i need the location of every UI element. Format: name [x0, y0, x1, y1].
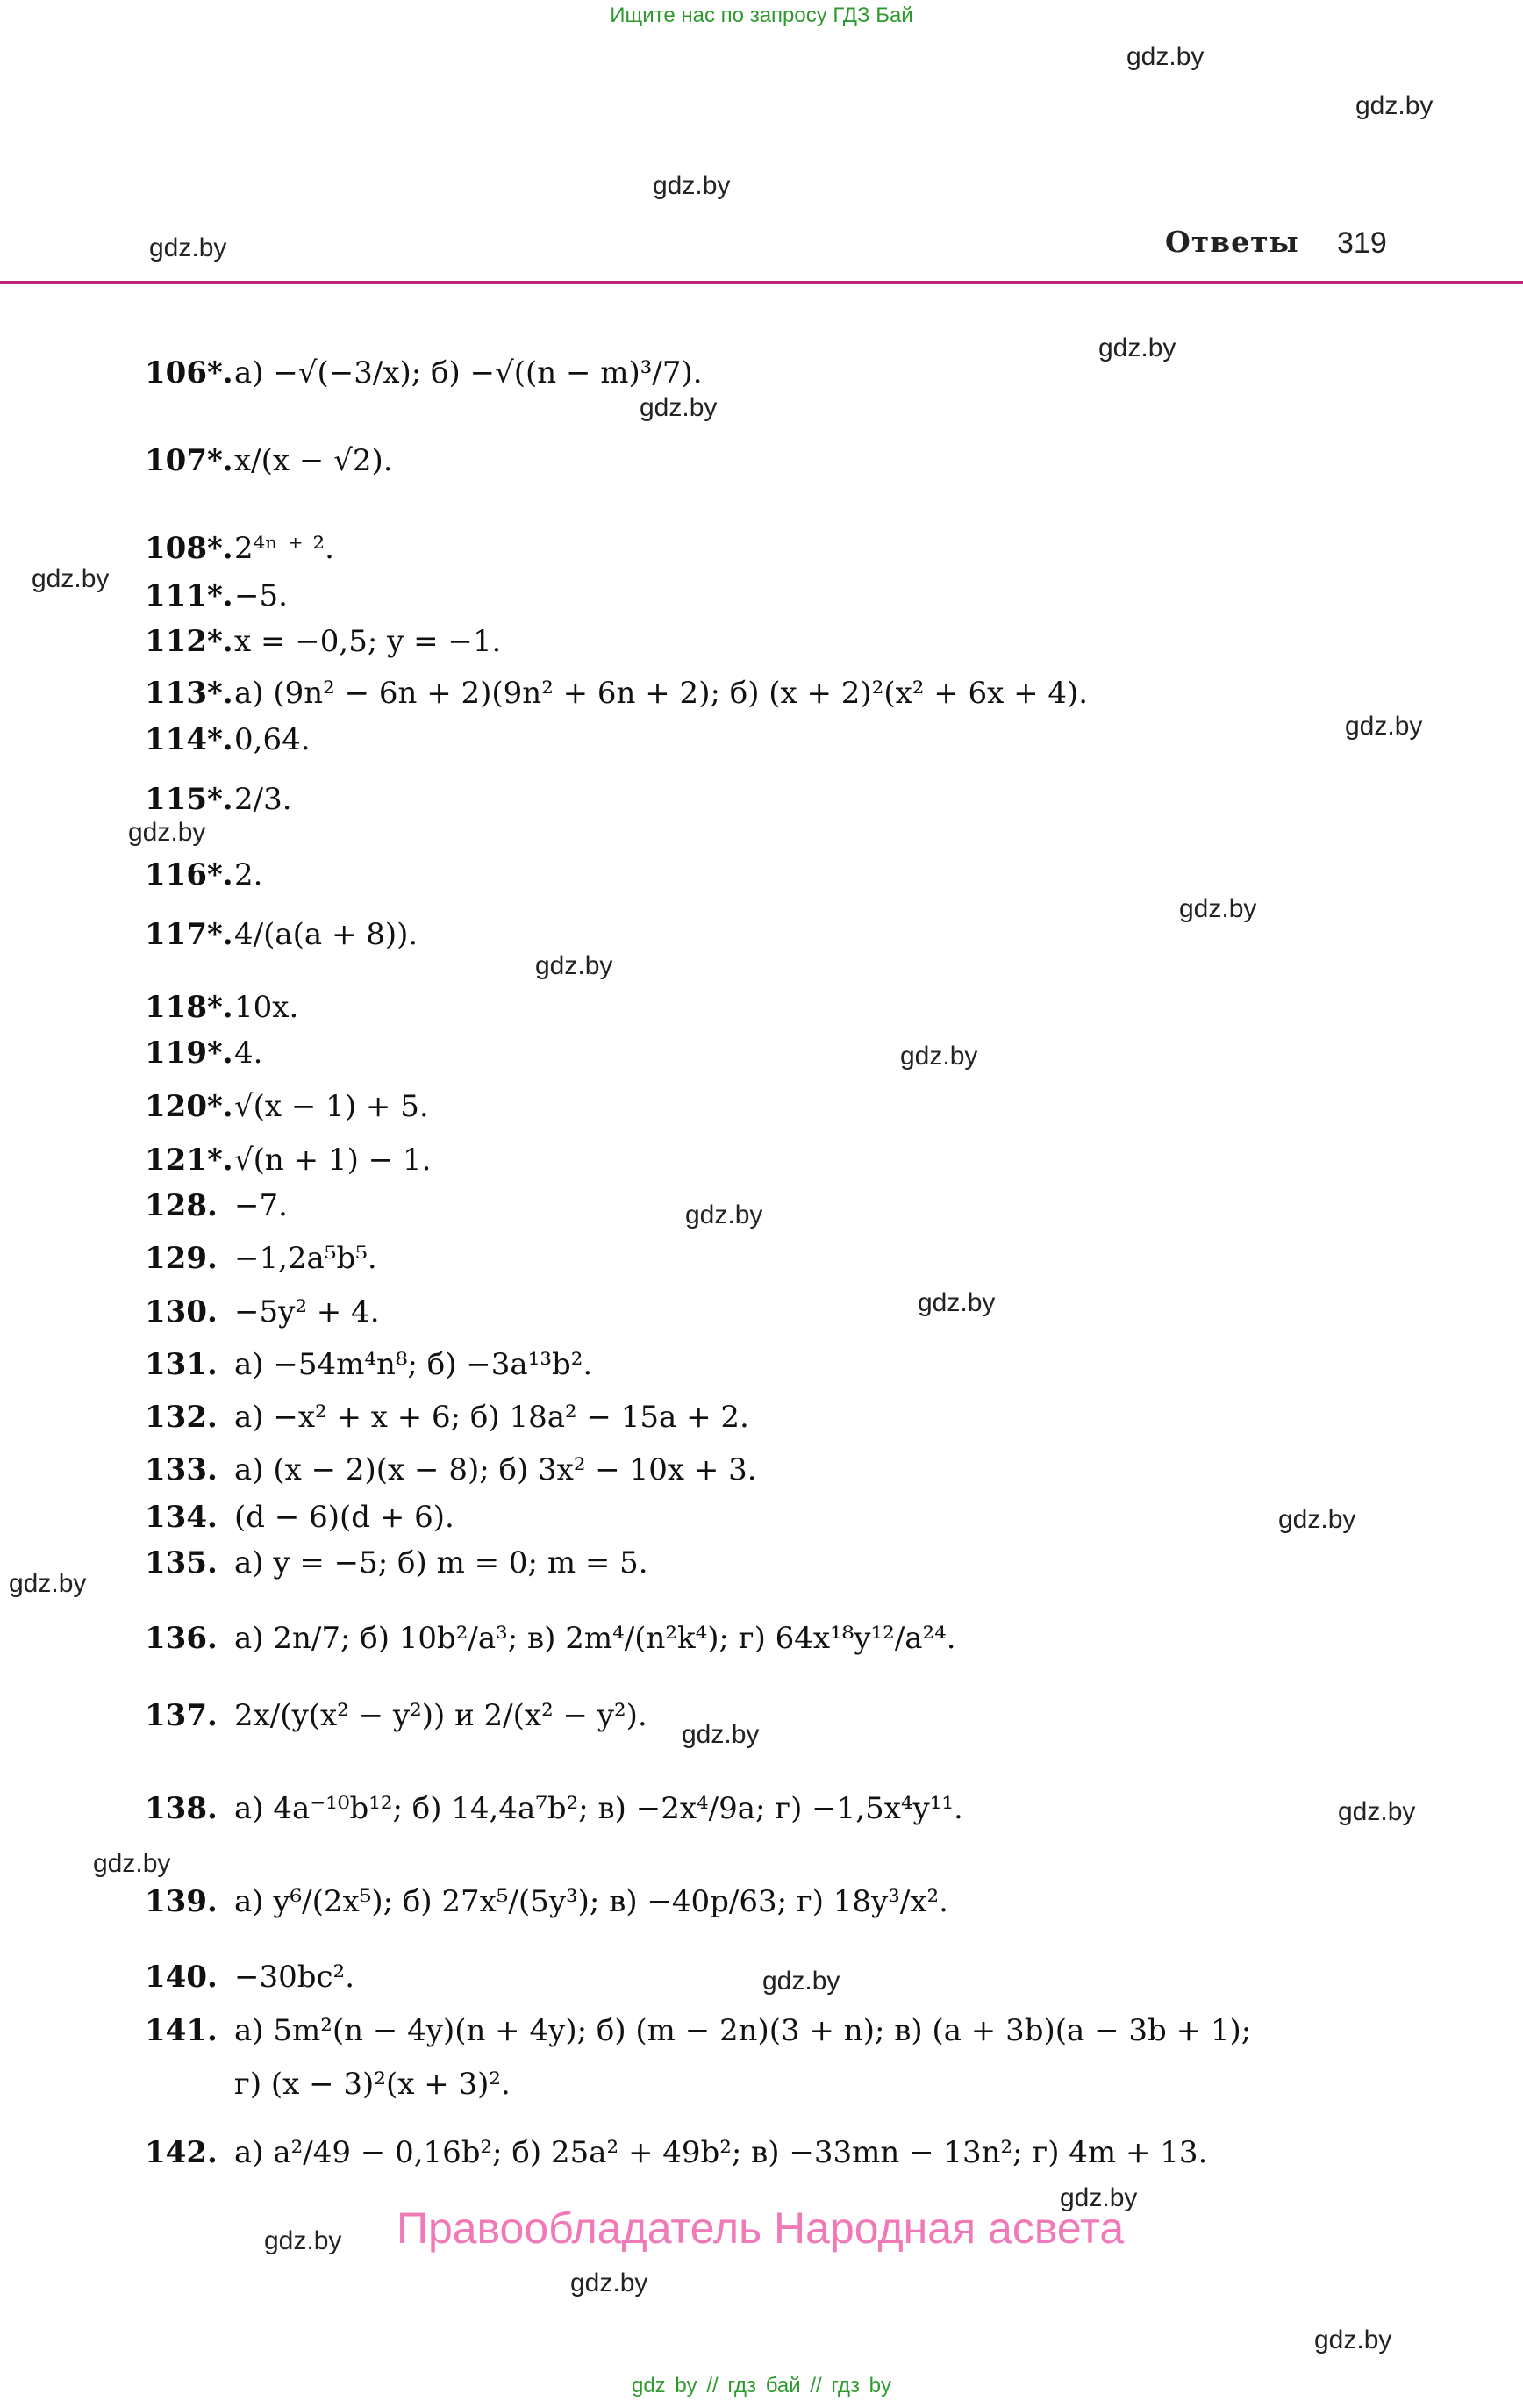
watermark: gdz.by — [762, 1967, 840, 1996]
answer-number: 121*. — [145, 1143, 233, 1178]
answer-number: 106*. — [145, 355, 233, 391]
answer-text: x = −0,5; y = −1. — [234, 624, 502, 659]
answer-text: а) 4a⁻¹⁰b¹²; б) 14,4a⁷b²; в) −2x⁴/9a; г) −1,5x⁴y¹¹. — [234, 1791, 963, 1826]
answer-number: 112*. — [145, 624, 233, 659]
bottom-banner[interactable]: gdz by // гдз бай // гдз by — [631, 2374, 892, 2397]
answer-text: 0,64. — [234, 722, 311, 757]
answer-item — [145, 1036, 263, 1071]
answer-number: 129. — [145, 1241, 218, 1276]
answer-number: 141. — [145, 2013, 218, 2048]
answer-number: 137. — [145, 1698, 218, 1733]
watermark: gdz.by — [93, 1849, 171, 1878]
answer-number: 120*. — [145, 1089, 233, 1124]
answer-text: −30bc². — [234, 1960, 354, 1995]
answer-item — [145, 1347, 593, 1382]
answer-number: 142. — [145, 2135, 218, 2170]
answer-text: а) y⁶/(2x⁵); б) 27x⁵/(5y³); в) −40p/63; г) 18y³/x². — [234, 1884, 948, 1919]
answer-text: −7. — [234, 1188, 288, 1223]
answer-text: (d − 6)(d + 6). — [234, 1500, 454, 1535]
rightsholder-notice: Правообладатель Народная асвета — [397, 2204, 1125, 2253]
answer-item — [145, 990, 299, 1025]
answer-item — [145, 2067, 511, 2102]
answer-text: −1,2a⁵b⁵. — [234, 1241, 377, 1276]
answer-text: √(x − 1) + 5. — [234, 1089, 429, 1124]
answer-text: 2⁴ⁿ ⁺ ². — [234, 531, 334, 566]
answer-text: а) 2n/7; б) 10b²/a³; в) 2m⁴/(n²k⁴); г) 64x¹⁸y¹²/a²⁴. — [234, 1621, 956, 1656]
watermark: gdz.by — [128, 818, 206, 847]
answer-item — [145, 782, 292, 817]
answer-number: 132. — [145, 1400, 218, 1435]
answer-item — [145, 1500, 454, 1535]
header-rule — [0, 281, 1523, 284]
answer-text: 4. — [234, 1036, 263, 1071]
answer-number: 116*. — [145, 857, 233, 892]
answer-text: 10x. — [234, 990, 299, 1025]
watermark: gdz.by — [653, 171, 731, 200]
answer-item — [145, 722, 311, 757]
answer-text: а) 5m²(n − 4y)(n + 4y); б) (m − 2n)(3 + n); в) (a + 3b)(a − 3b + 1); — [234, 2013, 1252, 2048]
answer-text: 4/(a(a + 8)). — [234, 917, 418, 952]
answer-number: 131. — [145, 1347, 218, 1382]
answer-text: а) y = −5; б) m = 0; m = 5. — [234, 1545, 648, 1580]
watermark: gdz.by — [535, 951, 613, 980]
watermark: gdz.by — [264, 2226, 342, 2255]
watermark: gdz.by — [1314, 2326, 1392, 2354]
answer-item — [145, 2013, 1252, 2048]
answer-number: 139. — [145, 1884, 218, 1919]
answer-text: а) (9n² − 6n + 2)(9n² + 6n + 2); б) (x + 2)²(x² + 6x + 4). — [234, 676, 1089, 711]
answer-text: √(n + 1) − 1. — [234, 1143, 432, 1178]
watermark: gdz.by — [918, 1288, 996, 1317]
answer-item — [145, 1400, 749, 1435]
watermark: gdz.by — [1355, 91, 1434, 120]
answer-text: 2. — [234, 857, 263, 892]
watermark: gdz.by — [1126, 42, 1205, 71]
answer-number: 108*. — [145, 531, 233, 566]
section-title: Ответы — [1165, 225, 1299, 259]
answer-text: −5y² + 4. — [234, 1294, 380, 1329]
answer-text: а) a²/49 − 0,16b²; б) 25a² + 49b²; в) −33mn − 13n²; г) 4m + 13. — [234, 2135, 1208, 2170]
answer-text: x/(x − √2). — [234, 443, 393, 478]
answer-text: −5. — [234, 578, 288, 613]
answer-item — [145, 1452, 757, 1487]
answer-item — [145, 1241, 377, 1276]
watermark: gdz.by — [900, 1042, 978, 1071]
answer-item — [145, 1698, 647, 1733]
answer-item — [145, 676, 1089, 711]
answer-number: 114*. — [145, 722, 233, 757]
answer-text: а) −√(−3/x); б) −√((n − m)³/7). — [234, 355, 703, 391]
answer-item — [145, 1960, 354, 1995]
watermark: gdz.by — [149, 233, 227, 262]
answer-item — [145, 1545, 648, 1580]
answer-number: 128. — [145, 1188, 218, 1223]
answer-number: 140. — [145, 1960, 218, 1995]
answer-item — [145, 531, 334, 566]
answer-number: 138. — [145, 1791, 218, 1826]
watermark: gdz.by — [1338, 1797, 1416, 1826]
answer-number: 118*. — [145, 990, 233, 1025]
answer-item — [145, 1791, 963, 1826]
answer-text: 2/3. — [234, 782, 292, 817]
answer-number: 117*. — [145, 917, 233, 952]
answer-number: 130. — [145, 1294, 218, 1329]
top-banner[interactable]: Ищите нас по запросу ГДЗ Бай — [610, 4, 913, 27]
answer-item — [145, 857, 263, 892]
answer-item — [145, 1294, 380, 1329]
watermark: gdz.by — [1060, 2183, 1138, 2212]
answer-text: а) −54m⁴n⁸; б) −3a¹³b². — [234, 1347, 593, 1382]
watermark: gdz.by — [682, 1720, 760, 1749]
answer-item — [145, 1143, 432, 1178]
answer-item — [145, 917, 418, 952]
watermark: gdz.by — [32, 564, 110, 593]
answer-item — [145, 1884, 948, 1919]
answer-number: 119*. — [145, 1036, 233, 1071]
answer-text: г) (x − 3)²(x + 3)². — [234, 2067, 511, 2102]
answer-number: 113*. — [145, 676, 233, 711]
answer-item — [145, 624, 502, 659]
answer-number: 107*. — [145, 443, 233, 478]
answer-number: 115*. — [145, 782, 233, 817]
watermark: gdz.by — [570, 2268, 648, 2297]
watermark: gdz.by — [9, 1569, 87, 1598]
answer-number: 133. — [145, 1452, 218, 1487]
answer-text: 2x/(y(x² − y²)) и 2/(x² − y²). — [234, 1698, 647, 1733]
answer-number: 135. — [145, 1545, 218, 1580]
answer-text: а) −x² + x + 6; б) 18a² − 15a + 2. — [234, 1400, 749, 1435]
answer-item — [145, 1089, 429, 1124]
answer-item — [145, 2135, 1208, 2170]
watermark: gdz.by — [640, 393, 718, 422]
page-number: 319 — [1337, 226, 1387, 260]
watermark: gdz.by — [1179, 894, 1257, 923]
watermark: gdz.by — [1345, 712, 1423, 741]
answer-item — [145, 1188, 288, 1223]
watermark: gdz.by — [1098, 333, 1176, 362]
answer-number: 136. — [145, 1621, 218, 1656]
answer-item — [145, 1621, 956, 1656]
answer-item — [145, 443, 393, 478]
answer-text: а) (x − 2)(x − 8); б) 3x² − 10x + 3. — [234, 1452, 757, 1487]
watermark: gdz.by — [685, 1200, 763, 1229]
watermark: gdz.by — [1278, 1505, 1356, 1534]
answer-number: 111*. — [145, 578, 233, 613]
answer-item — [145, 355, 703, 391]
answer-number: 134. — [145, 1500, 218, 1535]
answer-item — [145, 578, 288, 613]
